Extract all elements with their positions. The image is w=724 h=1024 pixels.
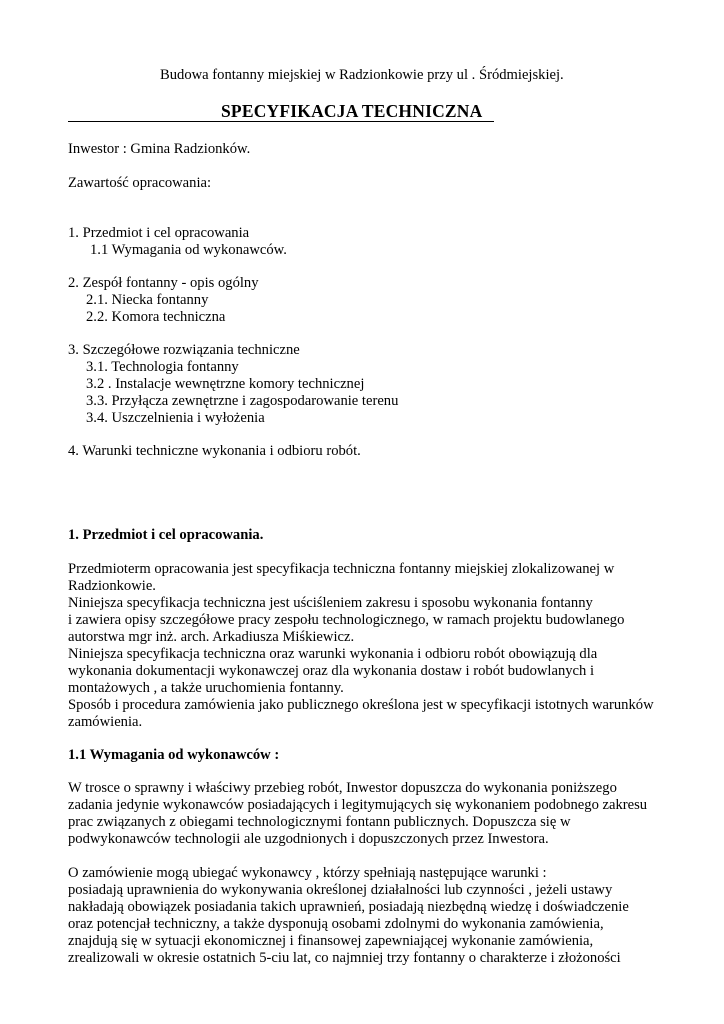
section-1-heading: 1. Przedmiot i cel opracowania.	[68, 527, 264, 543]
toc-item: 3. Szczegółowe rozwiązania techniczne	[68, 342, 300, 358]
body-line: Niniejsza specyfikacja techniczna jest uściśleniem zakresu i sposobu wykonania fontanny	[68, 595, 593, 611]
body-line: prac związanych z obiegami technologicznymi fontann publicznych. Dopuszcza się w	[68, 814, 571, 830]
body-line: wykonania dokumentacji wykonawczej oraz dla wykonania dostaw i robót budowlanych i	[68, 663, 595, 679]
investor-line: Inwestor : Gmina Radzionków.	[68, 141, 251, 157]
toc-item: 4. Warunki techniczne wykonania i odbioru robót.	[68, 443, 361, 459]
body-line: W trosce o sprawny i właściwy przebieg robót, Inwestor dopuszcza do wykonania poniższego	[68, 780, 617, 796]
toc-item: 2. Zespół fontanny - opis ogólny	[68, 275, 259, 291]
body-line: znajdują się w sytuacji ekonomicznej i finansowej zapewniającej wykonanie zamówienia,	[68, 933, 594, 949]
body-line: autorstwa mgr inż. arch. Arkadiusza Miśkiewicz.	[68, 629, 355, 645]
contents-heading: Zawartość opracowania:	[68, 175, 212, 191]
body-line: Radzionkowie.	[68, 578, 156, 594]
body-line: montażowych , a także uruchomienia fontanny.	[68, 680, 344, 696]
toc-item: 2.2. Komora techniczna	[86, 309, 226, 325]
toc-item: 3.1. Technologia fontanny	[86, 359, 239, 375]
body-line: oraz potencjał techniczny, a także dysponują osobami zdolnymi do wykonania zamówienia,	[68, 916, 604, 932]
toc-item: 1.1 Wymagania od wykonawców.	[90, 242, 287, 258]
document-header: Budowa fontanny miejskiej w Radzionkowie przy ul . Śródmiejskiej.	[160, 67, 564, 83]
body-line: Przedmioterm opracowania jest specyfikacja techniczna fontanny miejskiej zlokalizowanej w	[68, 561, 615, 577]
body-line: O zamówienie mogą ubiegać wykonawcy , którzy spełniają następujące warunki :	[68, 865, 547, 881]
body-line: nakładają obowiązek posiadania takich uprawnień, posiadają niezbędną wiedzę i doświadczenie	[68, 899, 629, 915]
toc-item: 1. Przedmiot i cel opracowania	[68, 225, 250, 241]
body-line: zamówienia.	[68, 714, 143, 730]
toc-item: 3.3. Przyłącza zewnętrzne i zagospodarowanie terenu	[86, 393, 399, 409]
toc-item: 3.4. Uszczelnienia i wyłożenia	[86, 410, 265, 426]
body-line: i zawiera opisy szczegółowe pracy zespołu technologicznego, w ramach projektu budowlanego	[68, 612, 625, 628]
body-line: podwykonawców technologii ale uzgodnionych i dopuszczonych przez Inwestora.	[68, 831, 549, 847]
page-title: SPECYFIKACJA TECHNICZNA	[221, 101, 483, 121]
title-underline	[68, 121, 494, 122]
body-line: zadania jedynie wykonawców posiadających i legitymujących się wykonaniem podobnego zakresu	[68, 797, 648, 813]
toc-item: 3.2 . Instalacje wewnętrzne komory technicznej	[86, 376, 365, 392]
toc-item: 2.1. Niecka fontanny	[86, 292, 209, 308]
section-1-1-heading: 1.1 Wymagania od wykonawców :	[68, 747, 280, 763]
body-line: posiadają uprawnienia do wykonywania określonej działalności lub czynności , jeżeli ustawy	[68, 882, 613, 898]
body-line: zrealizowali w okresie ostatnich 5-ciu lat, co najmniej trzy fontanny o charakterze i złożoności	[68, 950, 621, 966]
body-line: Niniejsza specyfikacja techniczna oraz warunki wykonania i odbioru robót obowiązują dla	[68, 646, 598, 662]
body-line: Sposób i procedura zamówienia jako publicznego określona jest w specyfikacji istotnych warunków	[68, 697, 654, 713]
